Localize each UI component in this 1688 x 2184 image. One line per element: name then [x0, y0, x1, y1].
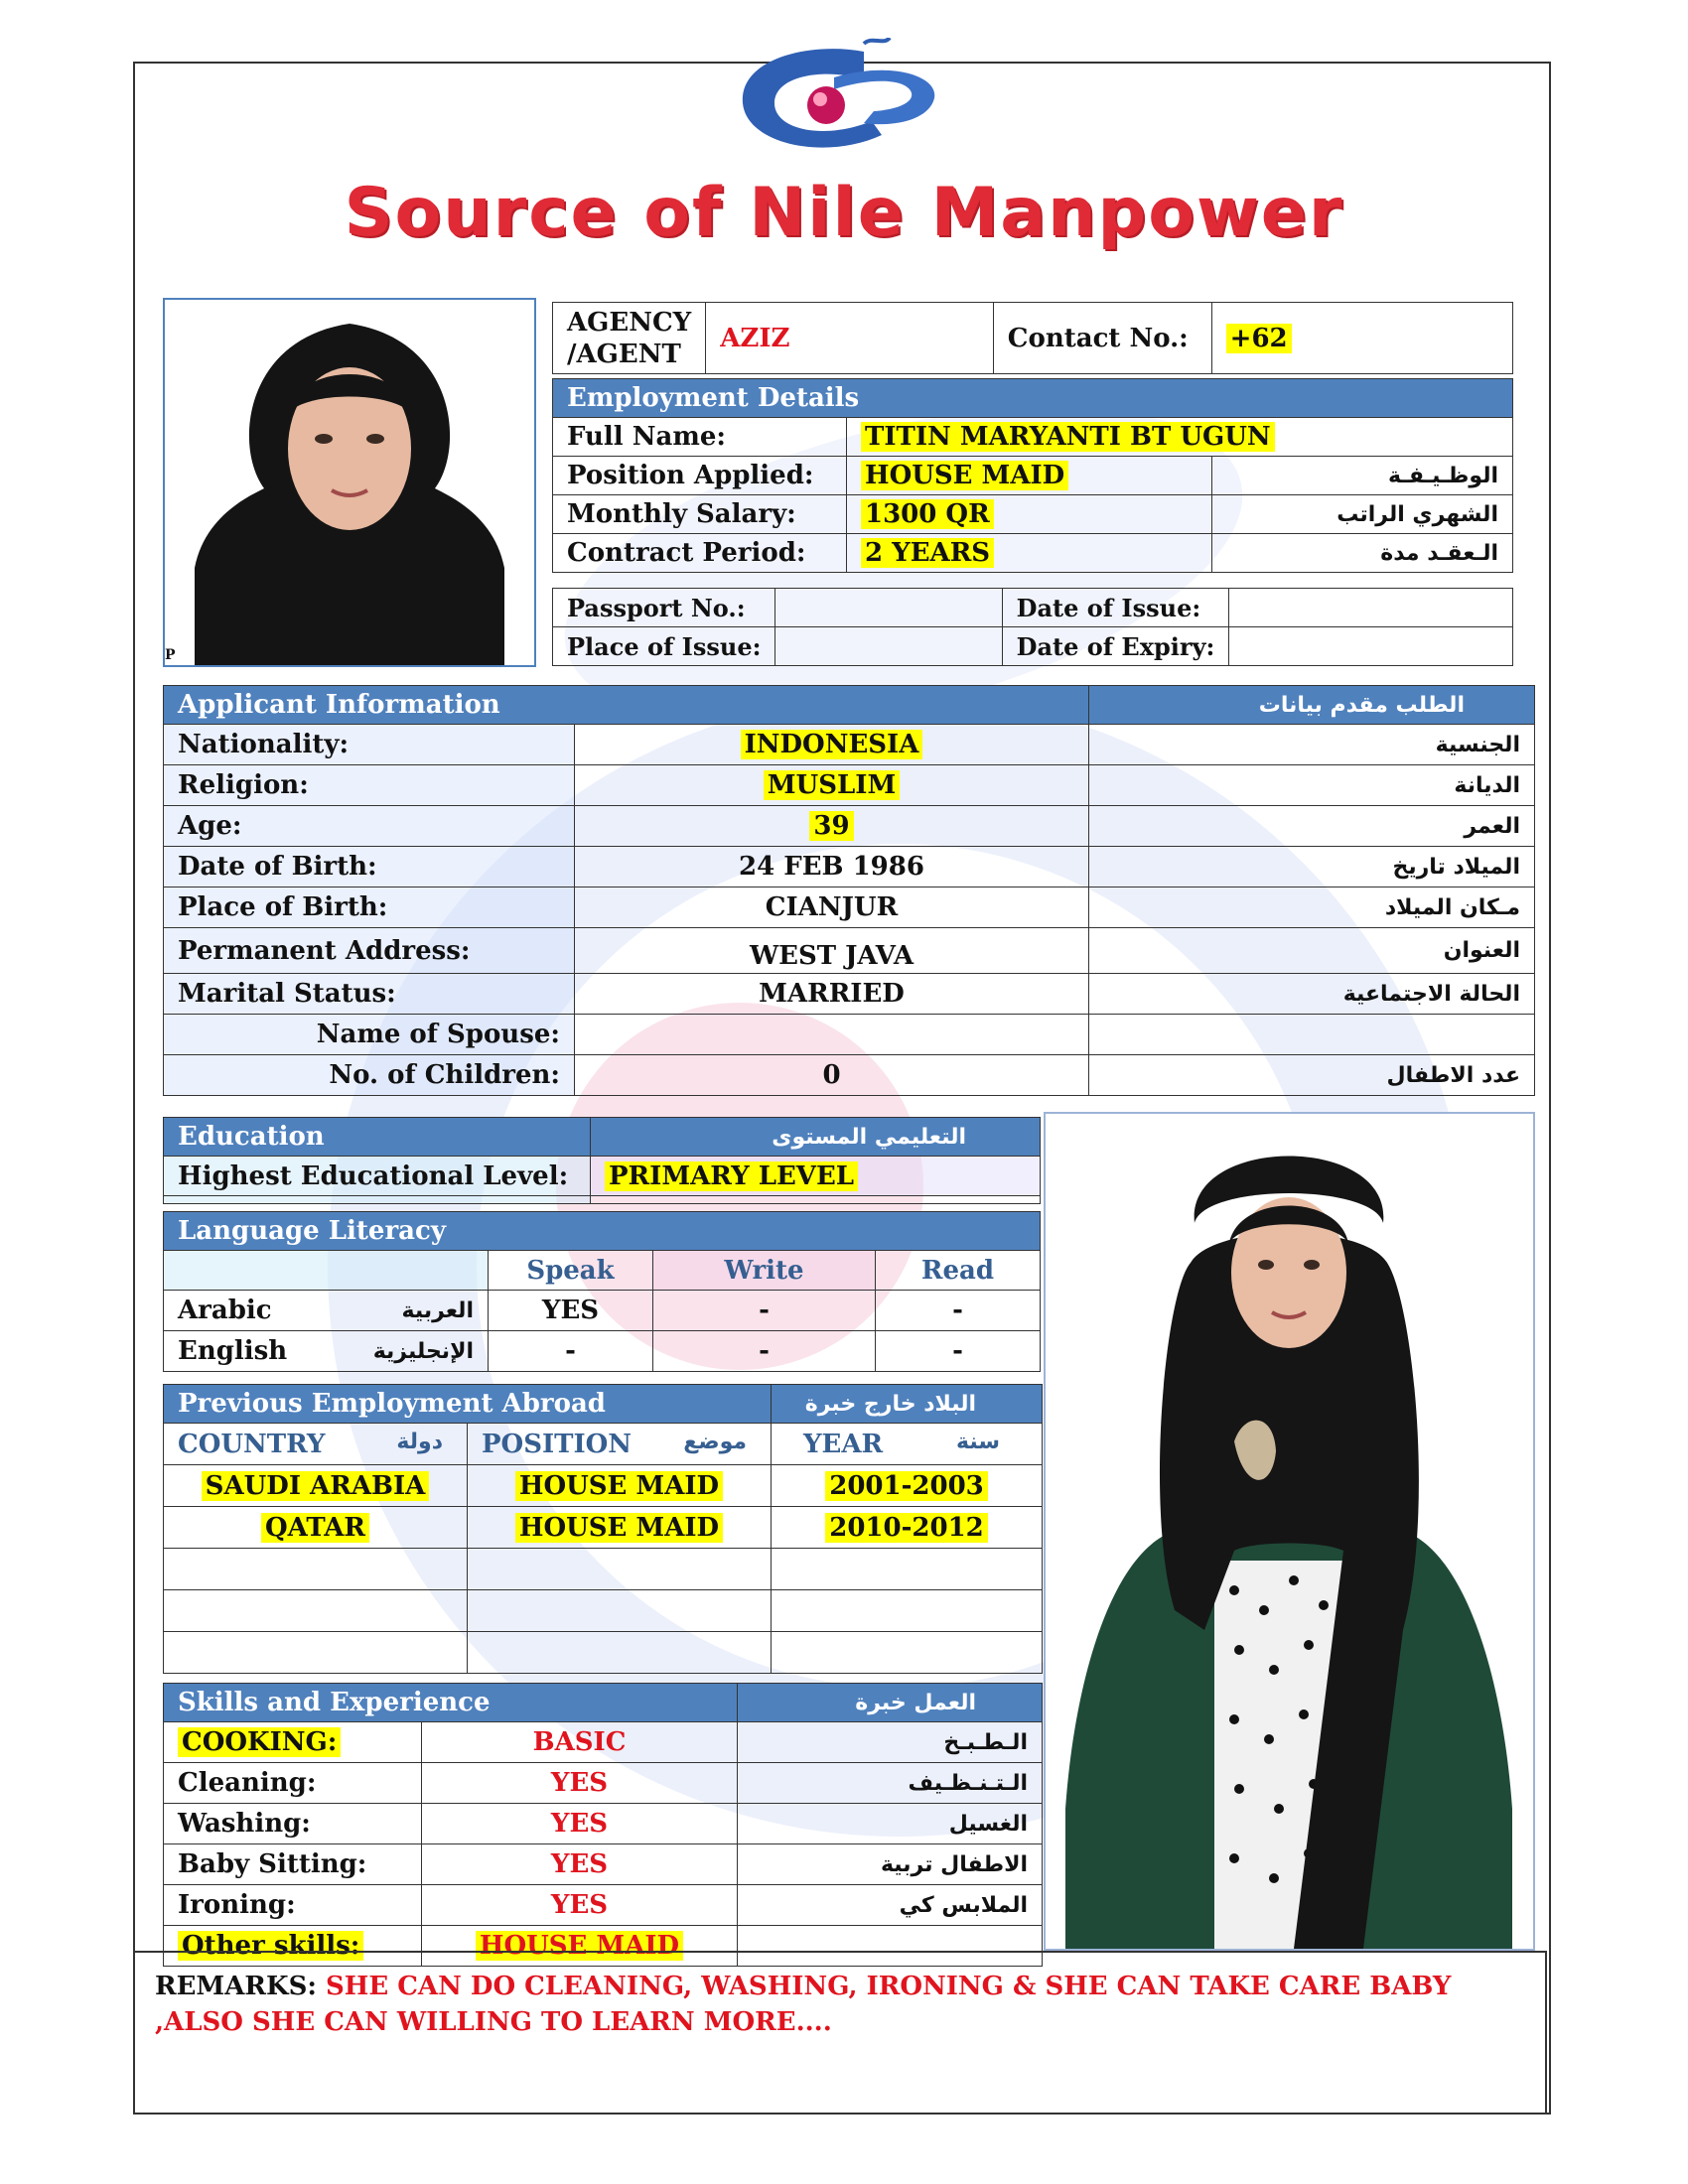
logo-mark	[715, 38, 953, 167]
pob-label: Place of Birth:	[164, 887, 575, 928]
language-heading: Language Literacy	[164, 1212, 1041, 1251]
passport-photo	[163, 298, 536, 667]
full-name-label: Full Name:	[553, 418, 847, 457]
ironing-label: Ironing:	[164, 1885, 422, 1926]
applicant-heading: Applicant Information	[164, 686, 1089, 725]
arabic-speak: YES	[489, 1291, 653, 1331]
english-write: -	[653, 1331, 876, 1372]
skills-table	[163, 1683, 1043, 1967]
applicant-table	[163, 685, 1535, 1096]
read-header: Read	[876, 1251, 1041, 1291]
language-corner	[164, 1251, 489, 1291]
address-label: Permanent Address:	[164, 928, 575, 974]
english-ar: الإنجليزية	[323, 1331, 489, 1372]
contract-ar: الـعقـد مدة	[1212, 534, 1513, 573]
write-header: Write	[653, 1251, 876, 1291]
education-level-value: PRIMARY LEVEL	[605, 1161, 858, 1191]
remarks-label: REMARKS:	[155, 1972, 317, 2001]
arabic-label: Arabic	[164, 1291, 323, 1331]
issue-date-value	[1229, 589, 1513, 627]
employment-table	[552, 378, 1513, 573]
place-issue-label: Place of Issue:	[553, 627, 775, 666]
age-value: 39	[809, 811, 853, 841]
salary-label: Monthly Salary:	[553, 495, 847, 534]
religion-ar: الديانة	[1089, 765, 1535, 806]
spouse-label: Name of Spouse:	[164, 1015, 575, 1055]
employment-heading: Employment Details	[553, 379, 1513, 418]
speak-header: Speak	[489, 1251, 653, 1291]
prev-year-2: 2010-2012	[825, 1513, 988, 1543]
education-heading-ar: التعليمي المستوى	[591, 1118, 1041, 1157]
skills-heading-ar: العمل خبرة	[738, 1684, 1043, 1722]
cleaning-label: Cleaning:	[164, 1763, 422, 1804]
pob-ar: مـكان الميلاد	[1089, 887, 1535, 928]
washing-value: YES	[422, 1804, 738, 1844]
applicant-heading-ar: الطلب مقدم بيانات	[1089, 686, 1535, 725]
marital-value: MARRIED	[575, 974, 1089, 1015]
address-value: WEST JAVA	[575, 928, 1089, 974]
previous-heading-ar: البلاد خارج خبرة	[772, 1385, 1043, 1424]
full-name-value: TITIN MARYANTI BT UGUN	[861, 422, 1275, 452]
address-ar: العنوان	[1089, 928, 1535, 974]
country-header-ar: دولة	[396, 1429, 443, 1454]
education-heading: Education	[164, 1118, 591, 1157]
position-header: POSITION	[482, 1429, 633, 1459]
english-label: English	[164, 1331, 323, 1372]
place-issue-value	[775, 627, 1002, 666]
arabic-read: -	[876, 1291, 1041, 1331]
skills-heading: Skills and Experience	[164, 1684, 738, 1722]
baby-sitting-label: Baby Sitting:	[164, 1844, 422, 1885]
spouse-value	[575, 1015, 1089, 1055]
english-speak: -	[489, 1331, 653, 1372]
prev-empty-cell	[164, 1549, 468, 1590]
prev-year-1: 2001-2003	[825, 1471, 988, 1501]
marital-ar: الحالة الاجتماعية	[1089, 974, 1535, 1015]
position-ar: الوظـيـفـة	[1212, 457, 1513, 495]
previous-employment-table	[163, 1384, 1043, 1674]
photo-label: P	[165, 647, 176, 663]
nationality-ar: الجنسية	[1089, 725, 1535, 765]
prev-country-2: QATAR	[261, 1513, 369, 1543]
other-skills-label: Other skills:	[178, 1931, 363, 1961]
cooking-value: BASIC	[422, 1722, 738, 1763]
contract-label: Contract Period:	[553, 534, 847, 573]
issue-date-label: Date of Issue:	[1002, 589, 1229, 627]
children-value: 0	[575, 1055, 1089, 1096]
age-label: Age:	[164, 806, 575, 847]
nationality-value: INDONESIA	[741, 730, 923, 759]
marital-label: Marital Status:	[164, 974, 575, 1015]
ironing-ar: الملابس كي	[738, 1885, 1043, 1926]
other-skills-value: HOUSE MAID	[476, 1931, 683, 1961]
arabic-ar: العربية	[323, 1291, 489, 1331]
passport-no-label: Passport No.:	[553, 589, 775, 627]
remarks-text: SHE CAN DO CLEANING, WASHING, IRONING & SHE CAN TAKE CARE BABY ,ALSO SHE CAN WILLING TO LEARN MORE....	[155, 1972, 1452, 2037]
salary-ar: الشهري الراتب	[1212, 495, 1513, 534]
cooking-ar: الـطـبـخ	[738, 1722, 1043, 1763]
contact-value: +62	[1226, 324, 1292, 353]
arabic-write: -	[653, 1291, 876, 1331]
passport-no-value	[775, 589, 1002, 627]
education-level-label: Highest Educational Level:	[164, 1157, 591, 1196]
expiry-date-value	[1229, 627, 1513, 666]
year-header-ar: سنة	[956, 1429, 1000, 1454]
prev-position-2: HOUSE MAID	[515, 1513, 723, 1543]
logo	[715, 38, 953, 167]
dob-value: 24 FEB 1986	[575, 847, 1089, 887]
nationality-label: Nationality:	[164, 725, 575, 765]
religion-label: Religion:	[164, 765, 575, 806]
cleaning-ar: الـتـنـظـيف	[738, 1763, 1043, 1804]
spouse-ar	[1089, 1015, 1535, 1055]
year-header: YEAR	[803, 1429, 884, 1459]
religion-value: MUSLIM	[764, 770, 900, 800]
remarks-box	[133, 1951, 1547, 2115]
prev-country-1: SAUDI ARABIA	[202, 1471, 430, 1501]
cooking-label: COOKING:	[178, 1727, 341, 1757]
country-header: COUNTRY	[178, 1429, 326, 1459]
baby-sitting-ar: الاطفال تربية	[738, 1844, 1043, 1885]
pob-value: CIANJUR	[575, 887, 1089, 928]
baby-sitting-value: YES	[422, 1844, 738, 1885]
prev-position-1: HOUSE MAID	[515, 1471, 723, 1501]
prev-empty-cell	[164, 1632, 468, 1674]
position-label: Position Applied:	[553, 457, 847, 495]
contact-label: Contact No.:	[993, 303, 1211, 374]
education-table	[163, 1117, 1041, 1204]
language-table	[163, 1211, 1041, 1372]
agency-table	[552, 302, 1513, 374]
children-label: No. of Children:	[164, 1055, 575, 1096]
portrait-image	[165, 300, 534, 665]
agency-label: AGENCY /AGENT	[553, 303, 706, 374]
english-read: -	[876, 1331, 1041, 1372]
expiry-date-label: Date of Expiry:	[1002, 627, 1229, 666]
washing-label: Washing:	[164, 1804, 422, 1844]
prev-empty-cell	[164, 1590, 468, 1632]
previous-heading: Previous Employment Abroad	[164, 1385, 772, 1424]
washing-ar: الغسيل	[738, 1804, 1043, 1844]
position-header-ar: موضع	[683, 1429, 747, 1454]
full-body-photo	[1044, 1112, 1535, 1951]
brand-title: Source of Nile Manpower	[344, 174, 1344, 252]
passport-table	[552, 588, 1513, 666]
cleaning-value: YES	[422, 1763, 738, 1804]
dob-label: Date of Birth:	[164, 847, 575, 887]
ironing-value: YES	[422, 1885, 738, 1926]
age-ar: العمر	[1089, 806, 1535, 847]
children-ar: عدد الاطفال	[1089, 1055, 1535, 1096]
dob-ar: الميلاد تاريخ	[1089, 847, 1535, 887]
full-body-image	[1046, 1114, 1533, 1949]
agency-value: AZIZ	[706, 303, 994, 374]
salary-value: 1300 QR	[861, 499, 994, 529]
contract-value: 2 YEARS	[861, 538, 994, 568]
position-value: HOUSE MAID	[861, 461, 1068, 490]
